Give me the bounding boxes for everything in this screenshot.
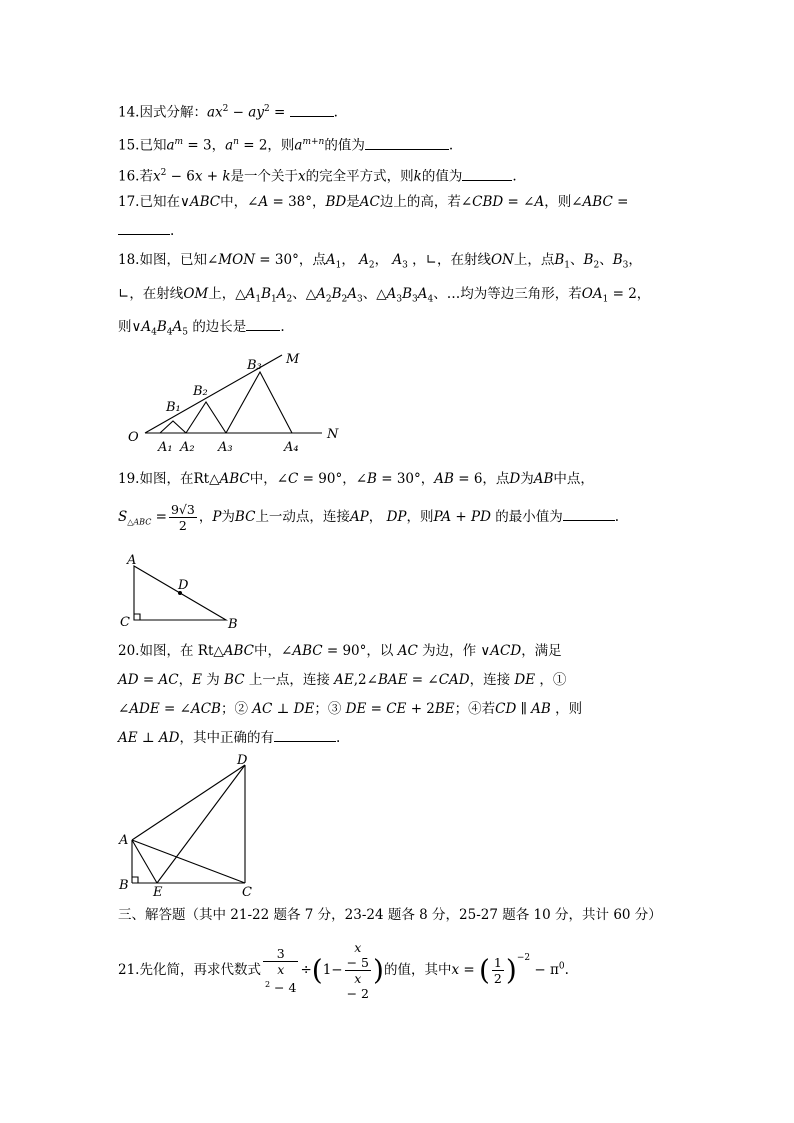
answer-blank — [365, 137, 449, 150]
fig18-label-A4: A₄ — [284, 440, 299, 455]
answer-blank — [462, 168, 512, 181]
figure-18-equilateral-triangles — [120, 345, 360, 460]
fig18-label-A1: A₁ — [158, 440, 173, 455]
question-18-line1: 18.如图，已知∠MON = 30°，点$A_1$， $A_2$， $A_3$ ，∟，在射线ON上，点$B_1$、$B_2$、$B_3$， — [118, 252, 642, 271]
question-18-line2: ∟，在射线OM上，$\triangle A_1B_1A_2$、$\triangle A_2B_2A_3$、$\triangle A_3B_3A_4$、…均为等边三角形，若$OA_1 = 2$， — [118, 286, 651, 305]
figure-20-triangle — [115, 752, 265, 898]
fig19-label-A: A — [127, 553, 137, 568]
answer-blank — [274, 729, 336, 742]
fig18-label-M: M — [286, 352, 300, 367]
fig18-label-B2: B₂ — [193, 384, 208, 399]
fig18-label-A3: A₃ — [218, 440, 233, 455]
answer-blank — [563, 508, 615, 521]
question-20-line1: 20.如图，在 Rt△ABC中，∠ABC = 90°，以 AC 为边，作 ∨ACD，满足 — [118, 643, 562, 659]
fig19-label-D: D — [178, 578, 189, 593]
fig20-label-A: A — [119, 833, 129, 848]
fig20-label-B: B — [119, 878, 129, 893]
question-16: 16.若$x^2 - 6x + k$是一个关于x的完全平方式，则k的值为 . — [118, 168, 517, 185]
answer-blank — [118, 222, 170, 235]
question-20-line3: ∠ADE = ∠ACB；② AC ⊥ DE；③ DE = CE + 2BE；④若CD ∥ AB ，则 — [118, 701, 583, 717]
fig19-label-B: B — [228, 617, 238, 630]
answer-blank — [290, 104, 334, 117]
question-15: 15.已知$a^m = 3$，$a^n = 2$，则$a^{m+n}$的值为 . — [118, 137, 454, 154]
question-18-line3: 则$\vee A_4B_4A_5$ 的边长是 . — [118, 319, 285, 338]
question-20-line2: AD = AC，E 为 BC 上一点，连接 AE,2∠BAE = ∠CAD，连接 DE ，① — [118, 672, 567, 688]
fig18-label-O: O — [128, 430, 139, 445]
question-21: 21.先化简，再求代数式 3 x $^2$ − 4 ÷(1− x − 5 x − 2 )的值，其中x = ( $\frac{1}{2}$ )$^{-2} - \pi^0$. — [118, 940, 569, 1001]
question-19-line1: 19.如图，在Rt△ABC中，∠C = 90°，∠B = 30°，AB = 6，点D为AB中点， — [118, 471, 594, 487]
fig20-label-C: C — [242, 885, 252, 898]
question-20-line4: AE ⊥ AD，其中正确的有 . — [118, 730, 341, 746]
fig18-label-A2: A₂ — [180, 440, 195, 455]
figure-19-right-triangle — [118, 550, 248, 630]
fig18-label-B1: B₁ — [166, 400, 181, 415]
question-14: 14.因式分解：$ax^2 - ay^2$ = . — [118, 104, 338, 121]
answer-blank — [246, 318, 280, 331]
section-3-header: 三、解答题（其中 21-22 题各 7 分，23-24 题各 8 分，25-27 题各 10 分，共计 60 分） — [118, 907, 662, 923]
fig20-label-E: E — [153, 885, 163, 898]
question-17-blank: . — [118, 222, 174, 240]
fig19-label-C: C — [120, 615, 130, 630]
fig20-label-D: D — [237, 753, 248, 768]
fig18-label-B3: B₃ — [247, 358, 262, 373]
question-19-line2: $S_{\triangle ABC}$ = $\frac{9√3}{2}$ ，P为BC上一动点，连接AP， DP，则PA + PD 的最小值为 . — [118, 502, 620, 533]
question-17: 17.已知在∨ABC中，∠A = 38°，BD是AC边上的高，若∠CBD = ∠A，则∠ABC = — [118, 194, 629, 210]
fig18-label-N: N — [327, 427, 339, 442]
